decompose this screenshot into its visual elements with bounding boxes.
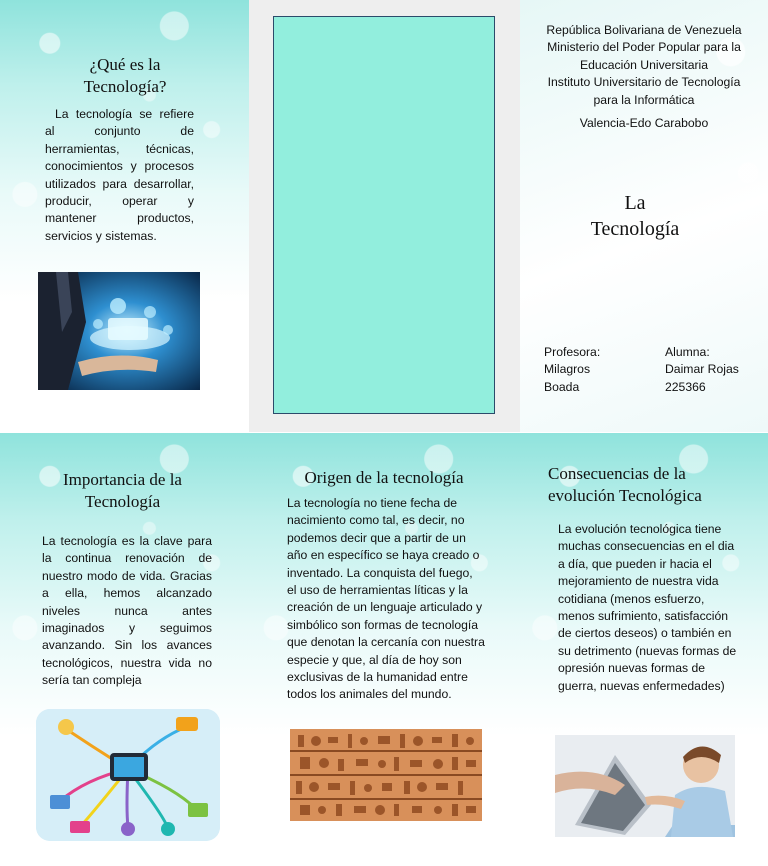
panel-blank: [249, 0, 520, 432]
cover-title: [520, 190, 750, 242]
alumna-id: 225366: [665, 379, 706, 394]
child-laptop-image: [555, 735, 735, 837]
header-line: para la Informática: [593, 92, 695, 107]
panel-consecuencias: [520, 433, 768, 866]
panel-origen: [249, 433, 520, 866]
header-line: Ministerio del Poder Popular para la: [547, 40, 741, 55]
panel-importancia: [0, 433, 249, 866]
panel-que-es: [0, 0, 249, 432]
profesora-label: Profesora:: [544, 345, 601, 359]
profesora-name: Milagros: [544, 362, 591, 377]
panel-body-text: La evolución tecnológica tiene muchas consecuencias en el dia a día, que pueden ir hacia el mejoramiento de nuestra vida cotidiana (menos esfuerzo, menos sufrimiento, satisfacción de ciertos deseos) o también en su detrimento (nuevas formas de opresión nuevas formas de guerra, nuevas enfermedades): [558, 522, 737, 693]
cover-title-line: Tecnología: [590, 218, 680, 240]
teal-box: [273, 16, 495, 414]
panel-body-text: La tecnología es la clave para la continua renovación de nuestro modo de vida. Gracias a ella, hemos alcanzado niveles nunca antes imaginados y seguimos avanzando. Sin los avances tecnológicos, nuestra vida no sería tan compleja: [42, 534, 212, 688]
header-line: Instituto Universitario de Tecnología: [547, 75, 741, 90]
connected-devices-image: [36, 709, 220, 841]
alumna-block: [665, 344, 739, 396]
header-line: Educación Universitaria: [579, 57, 709, 72]
alumna-label: Alumna:: [665, 345, 710, 359]
panel-title: Importancia de la Tecnología: [63, 470, 182, 511]
profesora-name: Boada: [544, 379, 580, 394]
panel-title: Consecuencias de la evolución Tecnológica: [548, 464, 702, 505]
panel-body-text: La tecnología no tiene fecha de nacimiento como tal, es decir, no podemos decir que a partir de un año en específico se haya creado o inventado. La conquista del fuego, el uso de herramientas líticas y la creación de un lenguaje articulado y simbólico son formas de tecnología que denotan la cercanía con nuestra especie y que, al día de hoy son exclusivas de la humanidad entre todos los animales del mundo.: [287, 496, 485, 702]
panel-title: Origen de la tecnología: [304, 468, 464, 487]
institution-header: [520, 22, 768, 109]
alumna-name: Daimar Rojas: [665, 362, 739, 377]
panel-title: ¿Qué es la Tecnología?: [83, 55, 167, 96]
cover-title-line: La: [624, 192, 646, 214]
hieroglyphs-image: [290, 729, 482, 821]
location: Valencia-Edo Carabobo: [579, 116, 709, 130]
panel-body-text: La tecnología se refiere al conjunto de herramientas, técnicas, conocimientos y procesos utilizados para desarrollar, producir, operar y mantener productos, servicios y sistemas.: [45, 107, 194, 243]
profesora-block: [544, 344, 600, 396]
technology-businessman-image: [38, 272, 200, 390]
header-line: República Bolivariana de Venezuela: [546, 23, 742, 37]
panel-portada: [520, 0, 768, 432]
